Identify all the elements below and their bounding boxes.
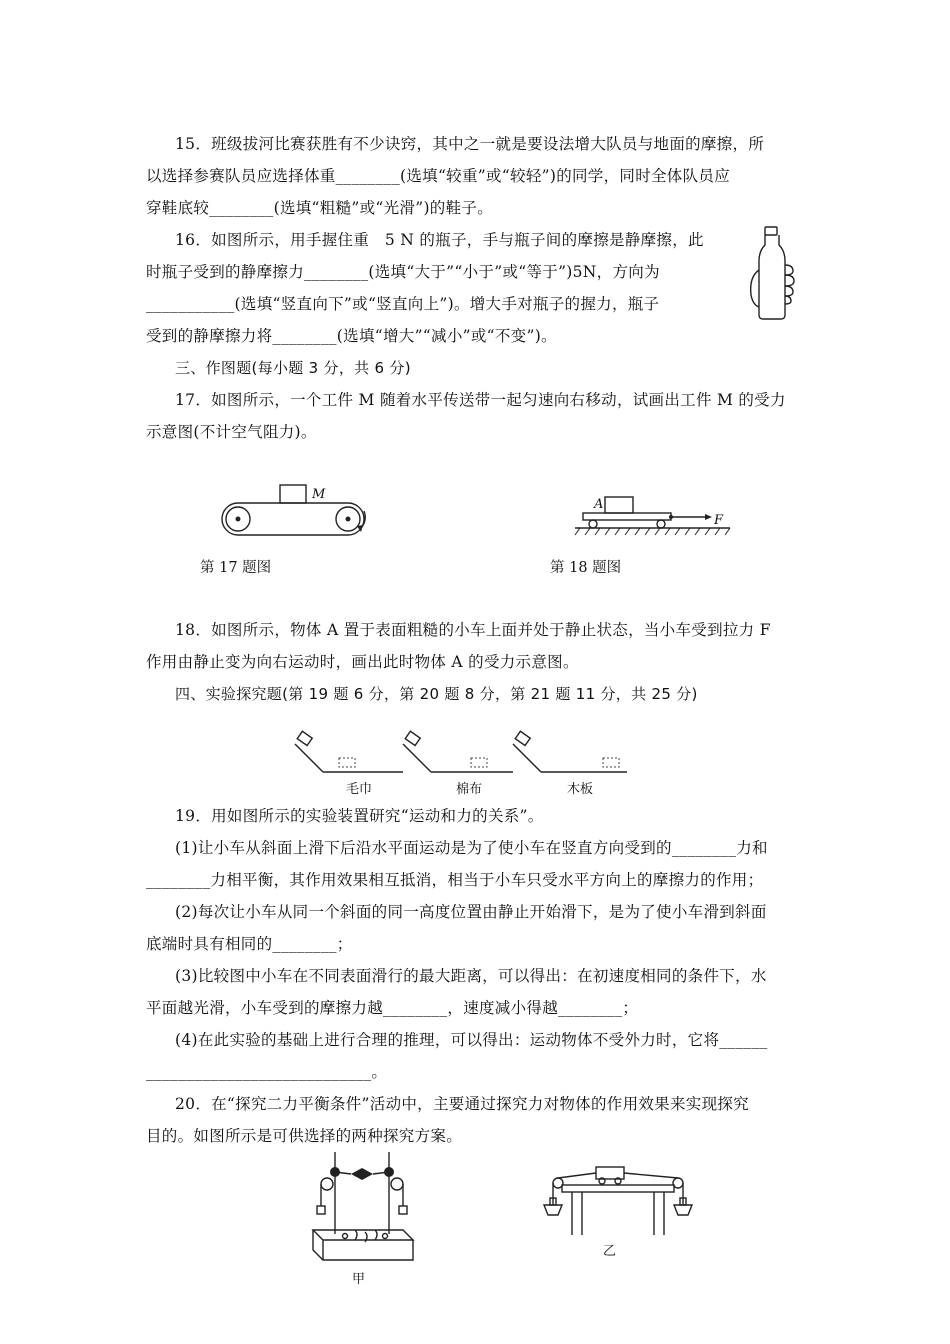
q19-part2-line-2: 底端时具有相同的________； (146, 935, 353, 953)
q15-line-1: 15．班级拔河比赛获胜有不少诀窍，其中之一就是要设法增大队员与地面的摩擦，所 (175, 135, 765, 153)
q20-line-2: 目的。如图所示是可供选择的两种探究方案。 (146, 1127, 463, 1145)
incline-figures (293, 730, 633, 775)
q19-part3-line-1: (3)比较图中小车在不同表面滑行的最大距离，可以得出：在初速度相同的条件下，水 (175, 967, 767, 985)
bottle-hand-figure (745, 225, 805, 325)
q17-label-m: M (312, 487, 326, 502)
q19-intro: 19．用如图所示的实验装置研究“运动和力的关系”。 (175, 807, 544, 825)
q19-part1-line-1: (1)让小车从斜面上滑下后沿水平面运动是为了使小车在竖直方向受到的________力和 (175, 839, 768, 857)
q18-caption: 第 18 题图 (550, 560, 622, 576)
surface-label-cotton: 棉布 (456, 782, 483, 797)
figure-yi-apparatus (540, 1165, 700, 1245)
q20-line-1: 20．在“探究二力平衡条件”活动中，主要通过探究力对物体的作用效果来实现探究 (175, 1095, 749, 1113)
q18-line-2: 作用由静止变为向右运动时，画出此时物体 A 的受力示意图。 (146, 653, 579, 671)
q17-caption: 第 17 题图 (200, 560, 272, 576)
q17-line-2: 示意图(不计空气阻力)。 (146, 423, 317, 441)
q15-line-3: 穿鞋底较________(选填“粗糙”或“光滑”)的鞋子。 (146, 199, 493, 217)
surface-label-wood: 木板 (567, 782, 594, 797)
q16-line-4: 受到的静摩擦力将________(选填“增大”“减小”或“不变”)。 (146, 327, 557, 345)
surface-label-towel: 毛巾 (346, 782, 373, 797)
section-4-heading: 四、实验探究题(第 19 题 6 分，第 20 题 8 分，第 21 题 11 分，共 25 分) (175, 685, 698, 703)
figure-yi-label: 乙 (603, 1244, 617, 1259)
section-3-heading: 三、作图题(每小题 3 分，共 6 分) (175, 359, 411, 377)
q15-line-2: 以选择参赛队员应选择体重________(选填“较重”或“较轻”)的同学，同时全体队员应 (146, 167, 730, 185)
q18-label-f: F (714, 513, 724, 528)
conveyor-belt-figure (220, 485, 380, 545)
q19-part4-line-1: (4)在此实验的基础上进行合理的推理，可以得出：运动物体不受外力时，它将______ (175, 1031, 768, 1049)
q16-line-3: ___________(选填“竖直向下”或“竖直向上”)。增大手对瓶子的握力，瓶子 (146, 295, 660, 313)
q16-line-2: 时瓶子受到的静摩擦力________(选填“大于”“小于”或“等于”)5N，方向为 (146, 263, 660, 281)
figure-jia-apparatus (305, 1148, 415, 1263)
q16-line-1: 16．如图所示，用手握住重 5 N 的瓶子，手与瓶子间的摩擦是静摩擦，此 (175, 231, 704, 249)
incline-cotton (403, 731, 513, 772)
q17-line-1: 17．如图所示，一个工件 M 随着水平传送带一起匀速向右移动，试画出工件 M 的受力 (175, 391, 786, 409)
q19-part4-line-2: ____________________________。 (146, 1063, 388, 1081)
q19-part1-line-2: ________力相平衡，其作用效果相互抵消，相当于小车只受水平方向上的摩擦力的作用； (146, 871, 764, 889)
q18-line-1: 18．如图所示，物体 A 置于表面粗糙的小车上面并处于静止状态，当小车受到拉力 F (175, 621, 771, 639)
incline-wood (513, 731, 627, 772)
incline-towel (295, 731, 403, 772)
q19-part2-line-1: (2)每次让小车从同一个斜面的同一高度位置由静止开始滑下，是为了使小车滑到斜面 (175, 903, 767, 921)
figure-jia-label: 甲 (352, 1272, 366, 1287)
q19-part3-line-2: 平面越光滑，小车受到的摩擦力越________，速度减小得越________； (146, 999, 639, 1017)
q18-label-a: A (594, 497, 604, 512)
